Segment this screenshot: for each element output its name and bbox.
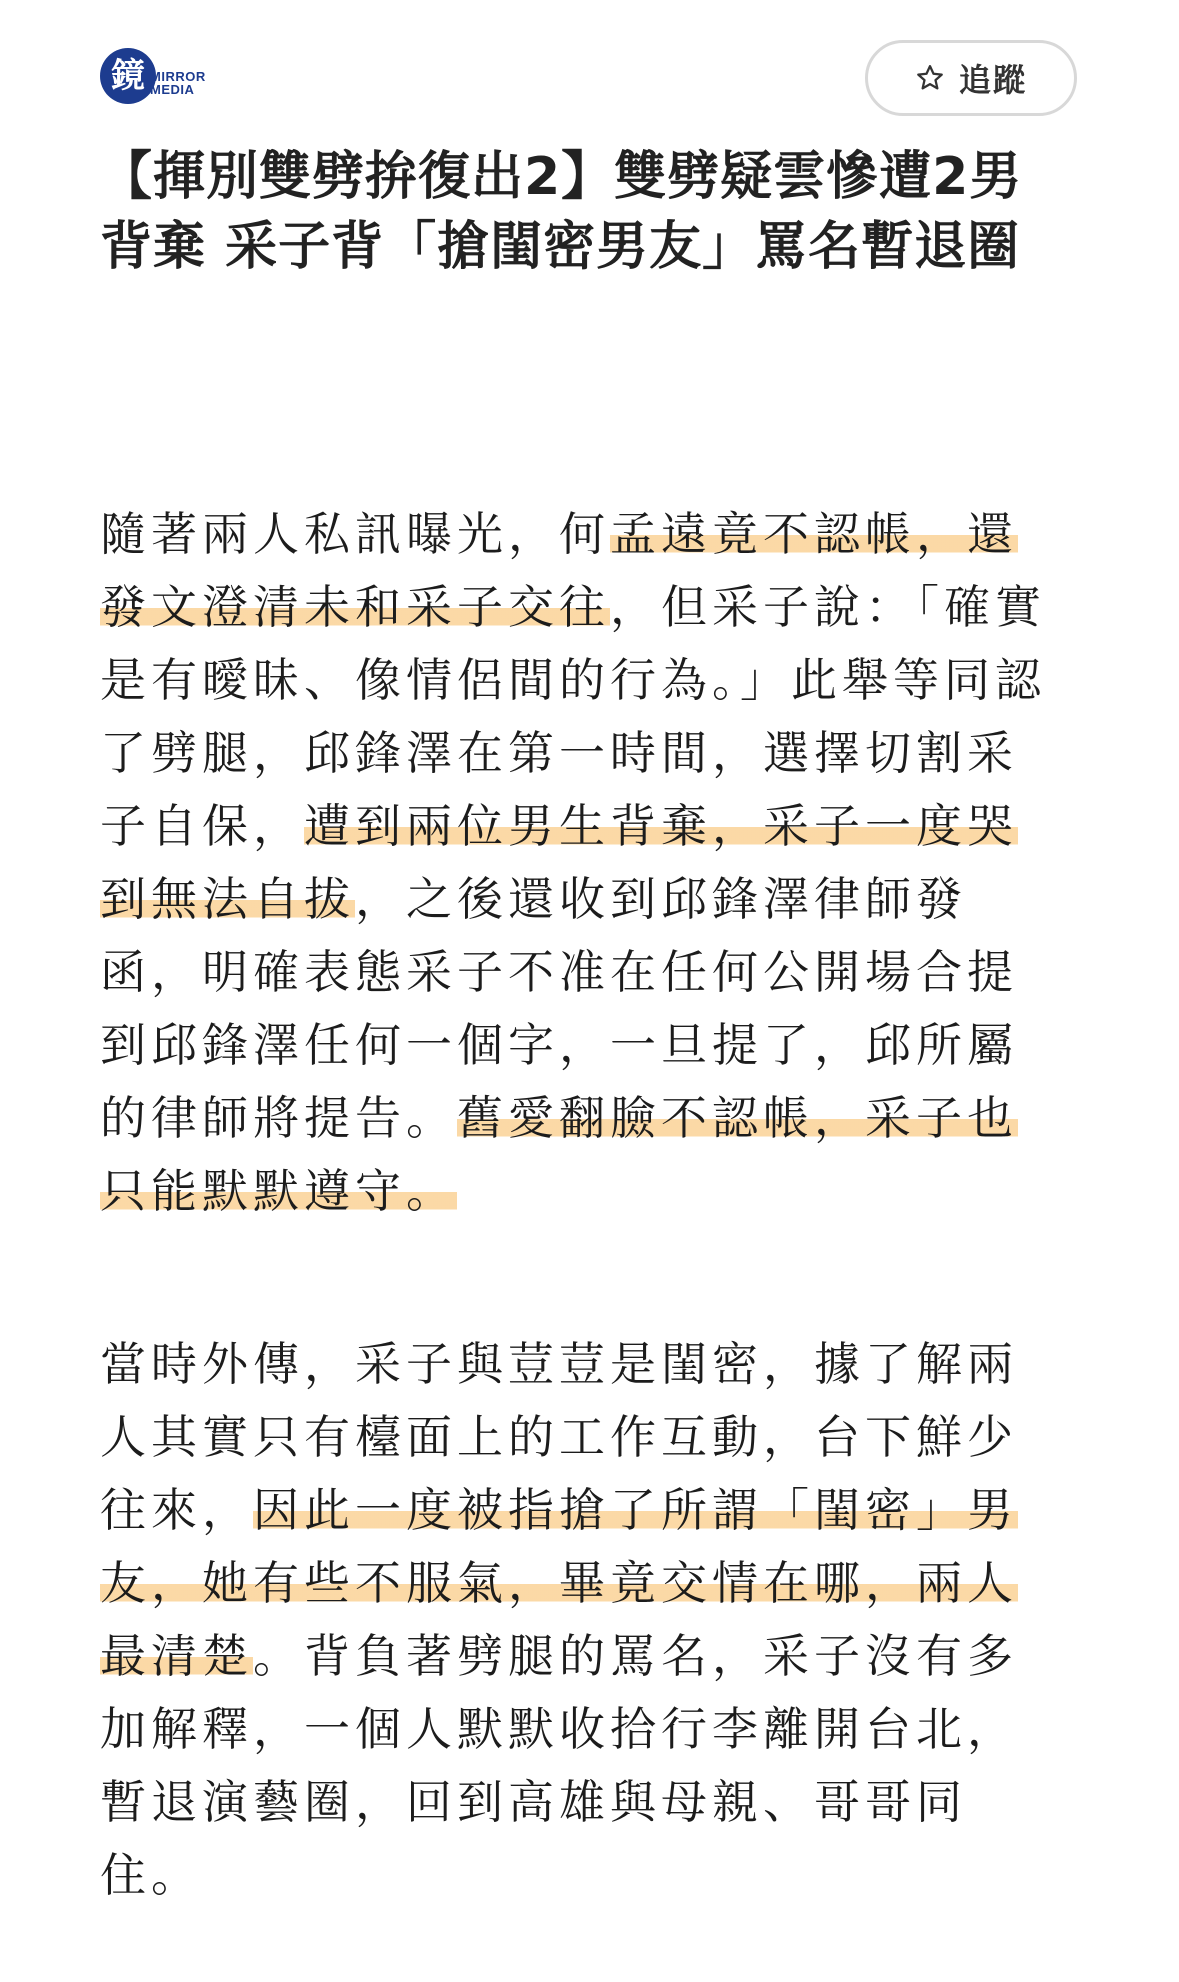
article-header [0,0,1179,130]
article-body [100,498,1060,1912]
highlighted-text: 遭到兩位男生背棄，采子一度哭到無法自拔 [100,799,1018,926]
logo-word-media: MEDIA [150,82,195,97]
logo-emblem: 鏡 [100,48,156,104]
body-text: ，之後還收到邱鋒澤律師發函，明確表態采子不准在任何公開場合提到邱鋒澤任何一個字，一旦提了，邱所屬的律師將提告。 [100,872,1018,1145]
highlighted-text: 舊愛翻臉不認帳，采子也只能默默遵守。 [100,1091,1018,1218]
paragraph [100,498,1060,1228]
highlighted-text: 孟遠竟不認帳，還發文澄清未和采子交往 [100,507,1018,634]
follow-button[interactable] [865,40,1077,116]
star-icon [915,63,945,93]
highlighted-text: 因此一度被指搶了所謂「閨密」男友，她有些不服氣，畢竟交情在哪，兩人最清楚 [100,1483,1018,1683]
body-text: ，但采子說：「確實是有曖昧、像情侶間的行為。」此舉等同認了劈腿，邱鋒澤在第一時間，選擇切割采子自保， [100,580,1046,853]
article-title: 【揮別雙劈拚復出2】雙劈疑雲慘遭2男背棄 采子背「搶閨密男友」罵名暫退圈 [100,147,1023,277]
follow-label: 追蹤 [958,61,1027,99]
body-text: 當時外傳，采子與荳荳是閨密，據了解兩人其實只有檯面上的工作互動，台下鮮少往來， [100,1337,1018,1537]
logo-word-mirror: MIRROR [150,69,206,84]
body-text: 隨著兩人私訊曝光，何 [100,507,610,561]
logo-wordmark [150,70,206,96]
body-text: 。背負著劈腿的罵名，采子沒有多加解釋，一個人默默收拾行李離開台北，暫退演藝圈，回到高雄與母親、哥哥同住。 [100,1629,1018,1902]
mirror-media-logo[interactable] [100,48,250,108]
paragraph [100,1328,1060,1912]
